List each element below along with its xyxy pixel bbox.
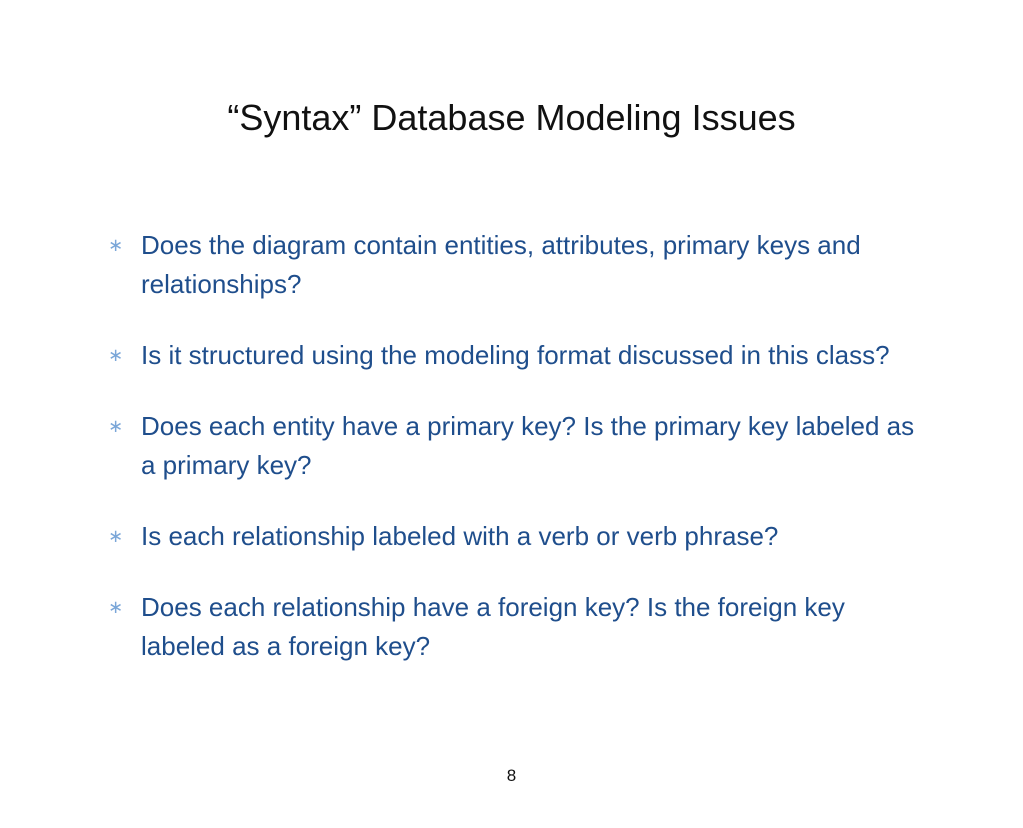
bullet-item — [108, 407, 928, 485]
bullet-item — [108, 226, 928, 304]
bullet-list — [108, 226, 928, 698]
page-number: 8 — [506, 766, 517, 785]
bullet-asterisk-icon: ∗ — [108, 235, 124, 255]
bullet-asterisk-icon: ∗ — [108, 345, 124, 365]
bullet-asterisk-icon: ∗ — [108, 597, 124, 617]
bullet-text: Does the diagram contain entities, attributes, primary keys and relationships? — [141, 230, 861, 299]
slide-title: “Syntax” Database Modeling Issues — [227, 97, 796, 138]
bullet-item — [108, 517, 928, 556]
bullet-item — [108, 336, 928, 375]
bullet-text: Does each entity have a primary key? Is the primary key labeled as a primary key? — [141, 411, 915, 480]
bullet-asterisk-icon: ∗ — [108, 416, 124, 436]
bullet-text: Is each relationship labeled with a verb or verb phrase? — [141, 521, 779, 551]
bullet-asterisk-icon: ∗ — [108, 526, 124, 546]
bullet-text: Is it structured using the modeling format discussed in this class? — [141, 340, 890, 370]
bullet-text: Does each relationship have a foreign key? Is the foreign key labeled as a foreign key? — [141, 592, 845, 661]
bullet-item — [108, 588, 928, 666]
